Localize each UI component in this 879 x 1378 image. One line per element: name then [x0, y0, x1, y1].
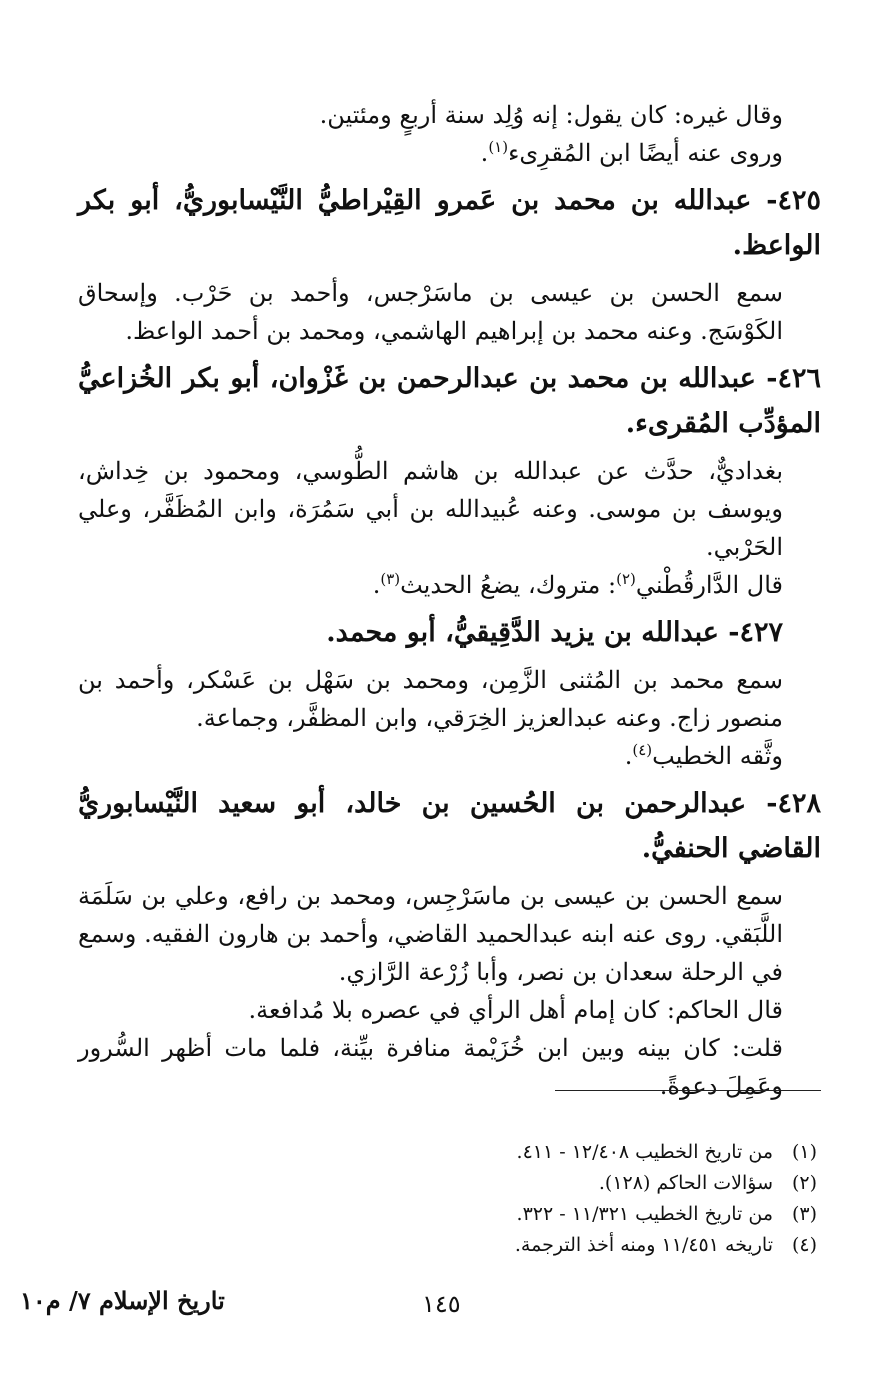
- footnote-number: (٣): [791, 1203, 817, 1225]
- page-number: ١٤٥: [422, 1290, 461, 1318]
- footnote-number: (١): [791, 1141, 817, 1163]
- footnote-text: من تاريخ الخطيب ١٢/٤٠٨ - ٤١١.: [516, 1141, 773, 1163]
- footnote-ref-4: (٤): [632, 741, 653, 759]
- entry-428-quote-2: قلت: كان بينه وبين ابن خُزَيْمة منافرة بيِّنة، فلما مات أظهر السُّرور وعَمِلَ دعوةً.: [78, 1034, 783, 1100]
- intro-line-2: وروى عنه أيضًا ابن المُقرِىء$^{(١)}$.: [480, 138, 783, 167]
- entry-425-body: سمع الحسن بن عيسى بن ماسَرْجس، وأحمد بن حَرْب. وإسحاق الكَوْسَج. وعنه محمد بن إبراهيم الهاشمي، ومحمد بن أحمد الواعظ.: [78, 279, 783, 345]
- footnote-number: (٤): [791, 1234, 817, 1256]
- entry-426-quote-b: : متروك، يضعُ الحديث: [400, 571, 617, 599]
- entry-428-heading: ٤٢٨- عبدالرحمن بن الحُسين بن خالد، أبو سعيد النَّيْسابوريُّ القاضي الحنفيُّ.: [78, 788, 821, 864]
- entry-426-body: بغداديٌّ، حدَّث عن عبدالله بن هاشم الطُّوسي، ومحمود بن خِداش، ويوسف بن موسى. وعنه عُبيدالله بن أبي سَمُرَة، وابن المُظَفَّر، وعلي الحَرْبي.: [78, 457, 784, 561]
- footnotes: [515, 1137, 817, 1261]
- footnote-text: من تاريخ الخطيب ١١/٣٢١ - ٣٢٢.: [516, 1203, 773, 1225]
- entry-428-body: سمع الحسن بن عيسى بن ماسَرْجِس، ومحمد بن رافع، وعلي بن سَلَمَة اللَّبَقي. روى عنه ابنه عبدالحميد القاضي، وأحمد بن هارون الفقيه. وسمع في الرحلة سعدان بن نصر، وأبا زُرْعة الرَّازي.: [78, 882, 783, 986]
- entry-426-quote-a: قال الدَّارقُطْني: [635, 571, 783, 599]
- entry-427-quote: وثَّقه الخطيب$^{(٤)}$.: [624, 741, 783, 770]
- footnote-number: (٢): [791, 1172, 817, 1194]
- footnote-text: تاريخه ١١/٤٥١ ومنه أخذ الترجمة.: [514, 1234, 773, 1256]
- intro-line-1: وقال غيره: كان يقول: إنه وُلِد سنة أربعٍ ومئتين.: [319, 101, 783, 129]
- footnote-ref-2: (٢): [616, 570, 636, 588]
- entry-426-heading: ٤٢٦- عبدالله بن محمد بن عبدالرحمن بن غَزْوان، أبو بكر الخُزاعيُّ المؤدِّب المُقرىء.: [78, 363, 821, 439]
- footnote-3: [515, 1199, 817, 1230]
- footnote-1: [515, 1137, 817, 1168]
- running-footer: تاريخ الإسلام ٧/ م١٠: [20, 1286, 225, 1315]
- entry-427-quote-text: وثَّقه الخطيب: [652, 742, 783, 770]
- footnote-2: [515, 1168, 817, 1199]
- entry-425-heading: ٤٢٥- عبدالله بن محمد بن عَمرو القِيْراطيُّ النَّيْسابوريُّ، أبو بكر الواعظ.: [78, 185, 821, 261]
- footnote-divider: [555, 1090, 821, 1091]
- entry-428-quote-1: قال الحاكم: كان إمام أهل الرأي في عصره بلا مُدافعة.: [248, 996, 783, 1024]
- footnote-ref-3: (٣): [380, 570, 401, 588]
- entry-426-quote: قال الدَّارقُطْني$^{(٢)}$: متروك، يضعُ الحديث$^{(٣)}$.: [372, 570, 783, 599]
- footnote-text: سؤالات الحاكم (١٢٨).: [598, 1172, 773, 1194]
- footnote-4: [515, 1230, 817, 1261]
- intro-line-2-text: وروى عنه أيضًا ابن المُقرِىء: [508, 139, 783, 167]
- entry-427-body: سمع محمد بن المُثنى الزَّمِن، ومحمد بن سَهْل بن عَسْكر، وأحمد بن منصور زاج. وعنه عبدالعزيز الخِرَقي، وابن المظفَّر، وجماعة.: [78, 666, 783, 732]
- footnote-ref-1: (١): [488, 138, 509, 156]
- entry-427-heading: ٤٢٧- عبدالله بن يزيد الدَّقِيقيُّ، أبو محمد.: [326, 617, 783, 648]
